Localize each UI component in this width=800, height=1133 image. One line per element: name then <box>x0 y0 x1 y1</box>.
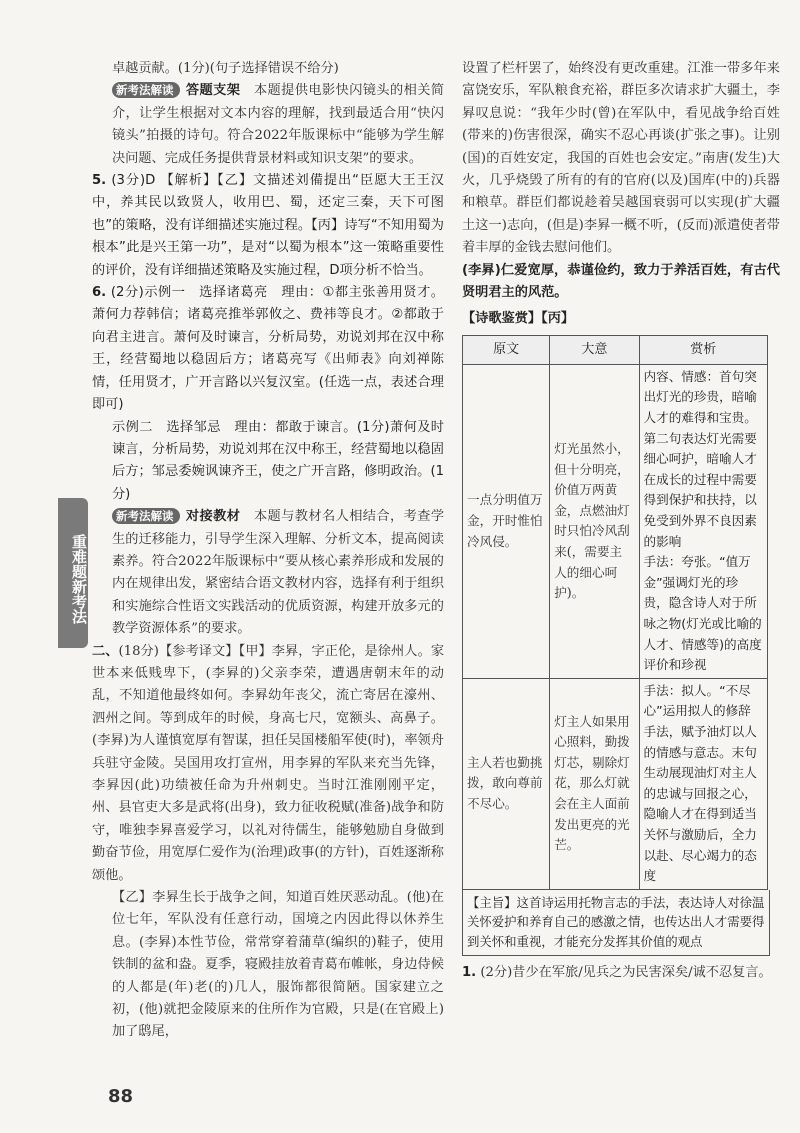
poem-analysis: 内容、情感：首句突出灯光的珍贵，暗喻人才的难得和宝贵。第二句表达灯光需要细心呵护，暗喻人才在成长的过程中需要得到保护和扶持，以免受到外界不良因素的影响 <box>643 368 757 549</box>
question-number: 6. <box>92 285 107 301</box>
tip-box-1 <box>92 80 444 170</box>
header-analysis: 赏析 <box>639 335 768 364</box>
poem-analysis-technique: 手法：夸张。“值万金”强调灯光的珍贵，隐含诗人对于所咏之物(灯光或比喻的人才、情感等)的高度评价和珍视 <box>643 554 762 673</box>
page-number: 88 <box>108 1086 134 1107</box>
table-row <box>463 678 768 889</box>
tip-tag: 新考法解读 <box>112 508 180 524</box>
question-number: 1. <box>462 964 477 980</box>
poem-original-line: 一点分明值万金，开时惟怕冷风侵。 <box>463 364 550 678</box>
tip-text: 本题与教材名人相结合，考查学生的迁移能力，引导学生深入理解、分析文本，提高阅读素养。符合2022年版课标中“要从核心素养形成和发展的内在规律出发，紧密结合语文教材内容，选择有利于组织和实施综合性语文实践活动的优质资源，构建开放多元的教学资源体系”的要求。 <box>112 509 445 637</box>
question-answer: (3分)D 【解析】【乙】文描述刘備提出“臣愿大王王汉中，养其民以致贤人，收用巴、蜀，还定三秦，天下可图也”的策略，没有详细描述实施过程。【丙】诗写“不知用蜀为根本”此是兴王第一功”，是对“以蜀为根本”这一策略重要性的评价，没有详细描述策略及实施过程，D项分析不恰当。 <box>92 173 444 278</box>
question-6-example-2: 示例二 选择邹忌 理由：都敢于谏言。(1分)萧何及时谏言，分析局势，劝说刘邦在汉中称王，经营蜀地以稳固后方；邹忌委婉讽谏齐王，使之广开言路，修明政治。(1分) <box>112 419 444 502</box>
poem-analysis-cell <box>639 678 768 889</box>
poem-table <box>462 335 768 890</box>
header-original: 原文 <box>463 335 550 364</box>
header-meaning: 大意 <box>550 335 639 364</box>
question-number: 二、 <box>92 643 119 659</box>
poem-analysis-cell <box>639 364 768 678</box>
tip-title: 对接教材 <box>185 509 241 525</box>
question-5 <box>92 170 444 282</box>
question-number: 5. <box>92 173 107 189</box>
poem-meaning: 灯光虽然小，但十分明亮，价值万两黄金，点燃油灯时只怕冷风刮来(，需要主人的细心呵护)。 <box>550 364 639 678</box>
left-column <box>92 58 444 1044</box>
tip-text: 本题提供电影快闪镜头的相关简介，让学生根据对文本内容的理解，找到最适合用“快闪镜头”拍摄的诗句。符合2022年版课标中“能够为学生解决问题、完成任务提供背景材料或知识支架”的要求。 <box>112 83 445 166</box>
question-6 <box>92 282 444 416</box>
question-1 <box>462 962 780 984</box>
tip-title: 答题支架 <box>185 83 241 99</box>
question-answer: (2分)昔少在军旅/见兵之为民害深矣/诚不忍复言。 <box>480 964 772 980</box>
chapter-side-tab: 重难题新考法 <box>58 498 88 648</box>
question-2 <box>92 641 444 887</box>
poem-theme-box: 【主旨】这首诗运用托物言志的手法，表达诗人对徐温关怀爱护和养育自己的感激之情，也传达出人才需要得到关怀和重视，才能充分发挥其价值的观点 <box>462 890 770 956</box>
poem-original-line: 主人若也勤挑拨，敢向尊前不尽心。 <box>463 678 550 889</box>
translation-jia: (18分)【参考译文】【甲】李昪，字正伦，是徐州人。家世本来低贱卑下，(李昪的)父亲李荣，遭遇唐朝末年的动乱，不知道他最终如何。李昪幼年丧父，流亡寄居在濠州、泗州之间。等到成年的时候，身高七尺，宽额头、高鼻子。(李昪)为人谨慎宽厚有智谋，担任吴国楼船军使(时)，率领舟兵驻守金陵。吴国用攻打宣州，用李昪的军队来充当先锋，李昪因(此)功绩被任命为升州刺史。当时江淮刚刚平定，州、县官吏大多是武将(出身)，致力征收税赋(准备)战争和防守，唯独李昪喜爱学习，以礼对待儒生，能够勉励自身做到勤奋节俭，用宽厚仁爱作为(治理)政事(的方针)，百姓逐渐称颂他。 <box>92 643 445 883</box>
answer-line: 卓越贡献。(1分)(句子选择错误不给分) <box>112 61 339 76</box>
tip-tag: 新考法解读 <box>112 82 180 98</box>
question-answer: (2分)示例一 选择诸葛亮 理由：①都主张善用贤才。萧何力荐韩信；诸葛亮推举郭攸之、费祎等良才。②都敢于向君主进言。萧何及时谏言，分析局势，劝说刘邦在汉中称王，经营蜀地以稳固后方；诸葛亮写《出师表》向刘禅陈情，任用贤才，广开言路以兴复汉室。(任选一点，表述合理即可) <box>92 285 444 413</box>
poem-table-header <box>463 335 768 364</box>
translation-summary: (李昪)仁爱宽厚，恭谨俭约，致力于养活百姓，有古代贤明君主的风范。 <box>462 262 780 301</box>
poem-meaning: 灯主人如果用心照料，勤拨灯芯，剔除灯花，那么灯就会在主人面前发出更亮的光芒。 <box>550 678 639 889</box>
tip-box-2 <box>92 506 444 640</box>
right-column <box>462 58 780 984</box>
poem-appreciation-heading: 【诗歌鉴赏】【丙】 <box>462 311 575 327</box>
poem-analysis: 手法：拟人。“不尽心”运用拟人的修辞手法，赋予油灯以人的情感与意志。末句生动展现油灯对主人的忠诚与回报之心，隐喻人才在得到适当关怀与激励后，全力以赴、尽心竭力的态度 <box>643 682 757 884</box>
table-row <box>463 364 768 678</box>
translation-continued: 设置了栏杆罢了，始终没有更改重建。江淮一带多年来富饶安乐，军队粮食充裕，群臣多次请求扩大疆土，李昪叹息说：“我年少时(曾)在军队中，看见战争给百姓(带来的)伤害很深，确实不忍心再谈(扩张之事)。让别(国)的百姓安定，我国的百姓也会安定。”南唐(发生)大火，几乎烧毁了所有的有的官府(以及)国库(中的)兵器和粮草。群臣们都说趁着吴越国衰弱可以实现(扩大疆土这一)志向，(但是)李昪一概不听，(反而)派遣使者带着丰厚的金钱去慰问他们。 <box>462 61 780 256</box>
translation-yi: 【乙】李昪生长于战争之间，知道百姓厌恶动乱。(他)在位七年，军队没有任意行动，国境之内因此得以休养生息。(李昪)本性节俭，常常穿着蒲草(编织的)鞋子，使用铁制的盆和盎。夏季，寝殿挂放着青葛布帷帐，身边侍候的人都是(年)老(的)几人，服饰都很简陋。国家建立之初，(他)就把金陵原来的住所作为官殿，只是(在官殿上)加了鸱尾， <box>112 890 444 1040</box>
